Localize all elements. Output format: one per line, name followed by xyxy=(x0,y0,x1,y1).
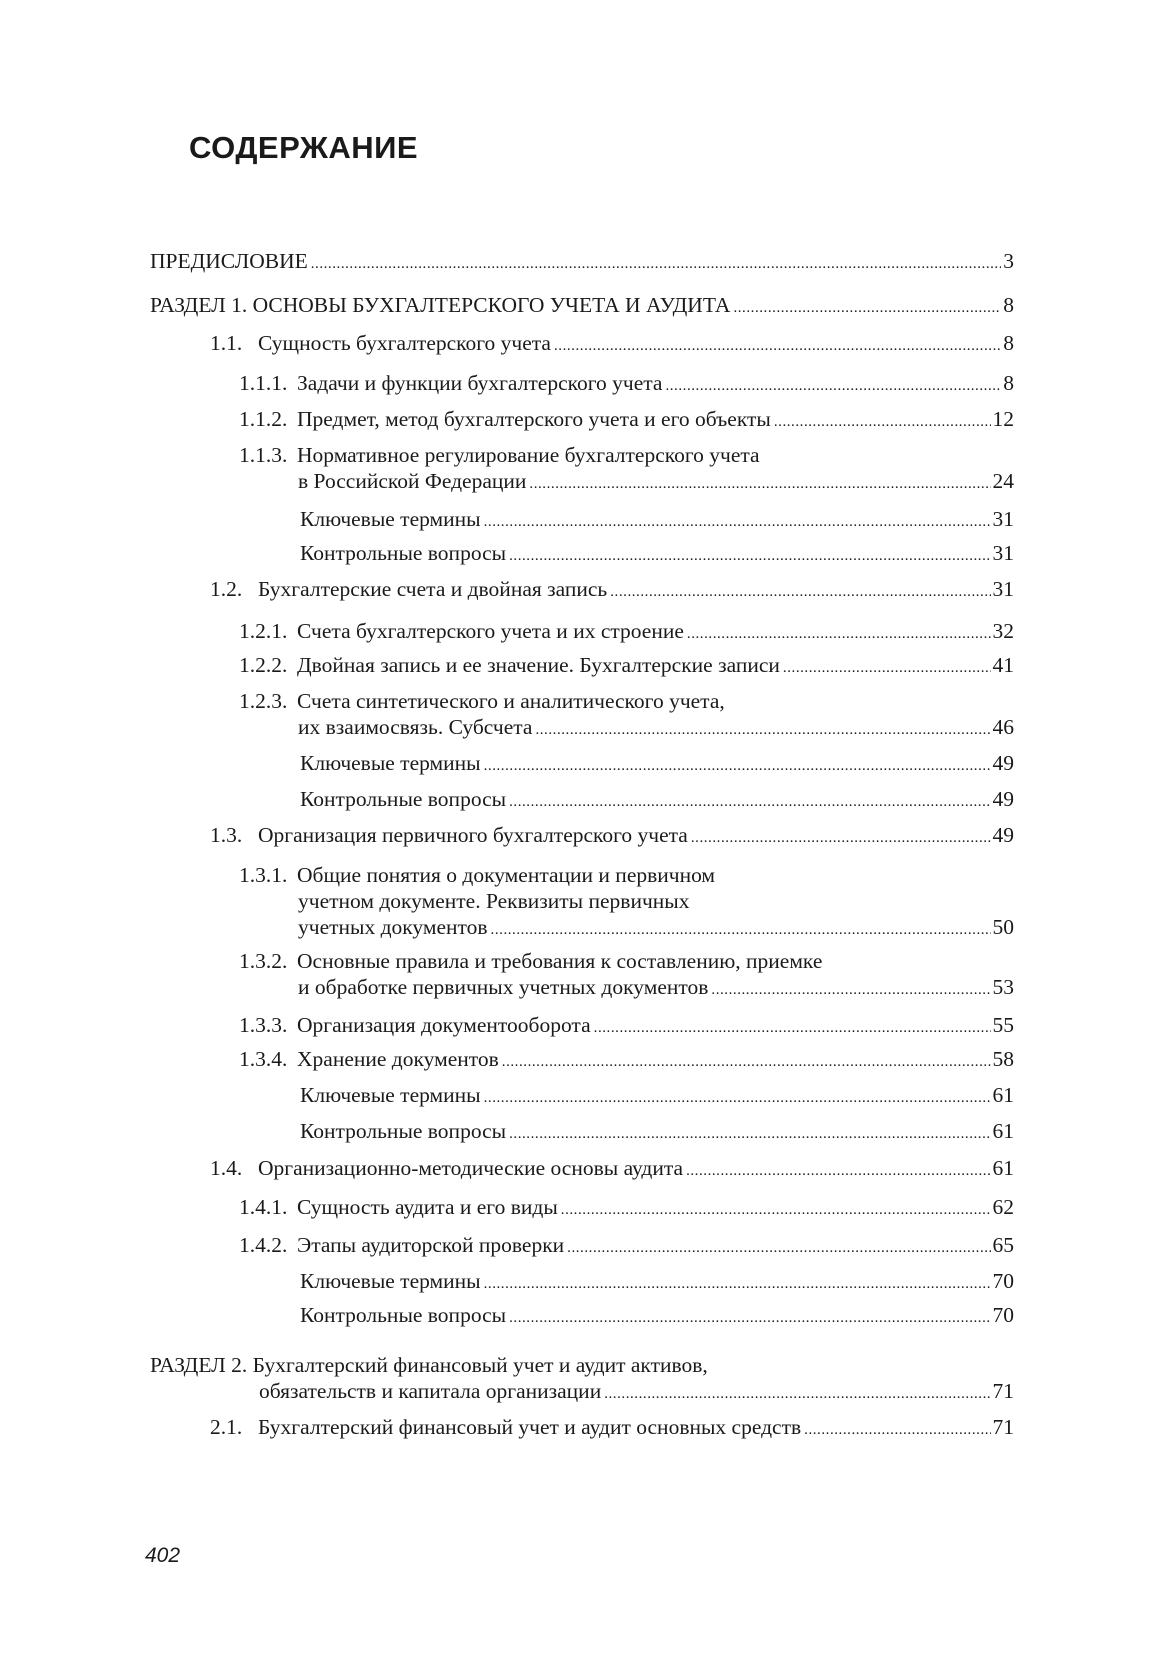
leader-dots xyxy=(535,714,990,743)
leader-dots xyxy=(311,248,1002,277)
toc-entry-number: 1.3.1. xyxy=(239,863,288,887)
toc-entry-page: 12 xyxy=(992,407,1014,431)
toc-entry-title: в Российской Федерации xyxy=(298,469,527,493)
toc-entry-page: 55 xyxy=(992,1013,1014,1037)
toc-entry[interactable] xyxy=(239,1012,1014,1041)
toc-entry[interactable] xyxy=(239,618,1014,647)
toc-entry-page: 31 xyxy=(992,577,1014,601)
leader-dots xyxy=(509,540,990,569)
toc-entry-page: 3 xyxy=(1003,249,1014,273)
leader-dots xyxy=(567,1232,990,1261)
leader-dots xyxy=(687,618,991,647)
toc-entry-title: Контрольные вопросы xyxy=(300,1303,507,1327)
toc-entry[interactable] xyxy=(300,1302,1014,1331)
toc-entry-page: 50 xyxy=(992,915,1014,939)
toc-entry-title: Сущность бухгалтерского учета xyxy=(258,331,551,355)
toc-entry-number: 1.2. xyxy=(210,577,243,601)
toc-entry-number: 1.1.1. xyxy=(239,371,288,395)
toc-entry-page: 8 xyxy=(1003,293,1014,317)
toc-entry-number: 1.1. xyxy=(210,331,243,355)
toc-entry-title: Контрольные вопросы xyxy=(300,541,507,565)
toc-entry-number: 1.3.2. xyxy=(239,949,288,973)
leader-dots xyxy=(774,406,991,435)
toc-entry[interactable] xyxy=(300,750,1014,779)
toc-entry-title: Этапы аудиторской проверки xyxy=(297,1233,565,1257)
toc-entry-title: и обработке первичных учетных документов xyxy=(298,975,709,999)
leader-dots xyxy=(733,292,1001,321)
toc-entry-page: 58 xyxy=(992,1047,1014,1071)
toc-entry-page: 70 xyxy=(992,1269,1014,1293)
toc-entry[interactable] xyxy=(300,1268,1014,1297)
toc-entry-page: 49 xyxy=(992,823,1014,847)
leader-dots xyxy=(594,1012,991,1041)
toc-entry-page: 46 xyxy=(992,715,1014,739)
toc-entry-title: Ключевые термины xyxy=(300,751,481,775)
toc-entry-number: 1.2.2. xyxy=(239,653,288,677)
toc-entry-number: 1.4.2. xyxy=(239,1233,288,1257)
toc-entry-number: 1.2.1. xyxy=(239,619,288,643)
toc-entry-page: 49 xyxy=(992,787,1014,811)
toc-entry-title: РАЗДЕЛ 2. Бухгалтерский финансовый учет и аудит активов, xyxy=(150,1353,708,1377)
toc-entry-page: 71 xyxy=(992,1415,1014,1439)
toc-entry-title: Бухгалтерские счета и двойная запись xyxy=(258,577,608,601)
toc-entry-title: Задачи и функции бухгалтерского учета xyxy=(297,371,663,395)
toc-entry[interactable] xyxy=(239,1194,1014,1223)
toc-entry-number: 2.1. xyxy=(210,1415,243,1439)
leader-dots xyxy=(610,576,990,605)
toc-entry-title: их взаимосвязь. Субсчета xyxy=(298,715,533,739)
toc-entry-title: Ключевые термины xyxy=(300,1269,481,1293)
toc-entry-title: учетных документов xyxy=(298,915,488,939)
toc-entry-title: Контрольные вопросы xyxy=(300,787,507,811)
toc-entry[interactable] xyxy=(239,862,1014,943)
toc-entry-title: Ключевые термины xyxy=(300,1083,481,1107)
leader-dots xyxy=(509,1118,990,1147)
toc-entry-page: 70 xyxy=(992,1303,1014,1327)
toc-entry[interactable] xyxy=(239,1046,1014,1075)
toc-entry-page: 8 xyxy=(1003,331,1014,355)
toc-entry-number: 1.3.4. xyxy=(239,1047,288,1071)
toc-entry-number: 1.4. xyxy=(210,1156,243,1180)
toc-entry-page: 61 xyxy=(992,1119,1014,1143)
leader-dots xyxy=(491,914,991,943)
toc-entry[interactable] xyxy=(239,1232,1014,1261)
toc-entry[interactable] xyxy=(239,406,1014,435)
toc-entry[interactable] xyxy=(210,1414,1014,1443)
toc-entry-number: 1.3. xyxy=(210,823,243,847)
toc-entry-title: Бухгалтерский финансовый учет и аудит основных средств xyxy=(258,1415,802,1439)
toc-entry-title: учетном документе. Реквизиты первичных xyxy=(298,889,690,913)
toc-entry-page: 61 xyxy=(992,1156,1014,1180)
leader-dots xyxy=(783,652,991,681)
toc-entry-page: 24 xyxy=(992,469,1014,493)
leader-dots xyxy=(686,1155,990,1184)
toc-entry-page: 31 xyxy=(992,541,1014,565)
toc-entry-number: 1.3.3. xyxy=(239,1013,288,1037)
toc-entry[interactable] xyxy=(300,1118,1014,1147)
toc-entry[interactable] xyxy=(150,292,1014,321)
leader-dots xyxy=(804,1414,990,1443)
leader-dots xyxy=(484,750,991,779)
toc-entry-title: Сущность аудита и его виды xyxy=(297,1195,558,1219)
toc-entry-title: Счета синтетического и аналитического учета, xyxy=(297,689,725,713)
toc-entry-number: 1.1.2. xyxy=(239,407,288,431)
toc-entry[interactable] xyxy=(239,688,1014,743)
leader-dots xyxy=(484,1268,991,1297)
toc-entry[interactable] xyxy=(150,1352,1014,1407)
toc-entry[interactable] xyxy=(210,330,1014,359)
toc-entry[interactable] xyxy=(239,948,1014,1003)
leader-dots xyxy=(484,1082,991,1111)
toc-entry[interactable] xyxy=(300,786,1014,815)
leader-dots xyxy=(509,786,990,815)
toc-entry-title: Предмет, метод бухгалтерского учета и его объекты xyxy=(297,407,771,431)
toc-entry[interactable] xyxy=(210,576,1014,605)
toc-entry-title: Организация документооборота xyxy=(297,1013,591,1037)
toc-entry-page: 65 xyxy=(992,1233,1014,1257)
toc-entry-title: Контрольные вопросы xyxy=(300,1119,507,1143)
toc-entry-page: 61 xyxy=(992,1083,1014,1107)
leader-dots xyxy=(529,468,990,497)
toc-entry-title: РАЗДЕЛ 1. ОСНОВЫ БУХГАЛТЕРСКОГО УЧЕТА И АУДИТА xyxy=(150,293,731,317)
toc-entry-title: Организация первичного бухгалтерского учета xyxy=(258,823,688,847)
toc-entry[interactable] xyxy=(210,822,1014,851)
leader-dots xyxy=(554,330,1001,359)
toc-entry-title: Хранение документов xyxy=(297,1047,499,1071)
toc-entry-title: Нормативное регулирование бухгалтерского учета xyxy=(297,443,760,467)
toc-entry-title: Ключевые термины xyxy=(300,507,481,531)
toc-entry-page: 71 xyxy=(992,1379,1014,1403)
page-number: 402 xyxy=(145,1544,181,1567)
leader-dots xyxy=(665,370,1001,399)
toc-entry[interactable] xyxy=(239,652,1014,681)
toc-entry[interactable] xyxy=(239,370,1014,399)
leader-dots xyxy=(502,1046,991,1075)
toc-entry-page: 49 xyxy=(992,751,1014,775)
leader-dots xyxy=(484,506,991,535)
toc-entry-page: 32 xyxy=(992,619,1014,643)
toc-entry-title: ПРЕДИСЛОВИЕ xyxy=(150,249,308,273)
toc-entry-page: 41 xyxy=(992,653,1014,677)
toc-entry-title: Счета бухгалтерского учета и их строение xyxy=(297,619,684,643)
leader-dots xyxy=(711,974,990,1003)
toc-entry-page: 62 xyxy=(992,1195,1014,1219)
toc-entry-number: 1.2.3. xyxy=(239,689,288,713)
toc-entry-title: Общие понятия о документации и первичном xyxy=(297,863,716,887)
page-title: СОДЕРЖАНИЕ xyxy=(189,130,419,165)
toc-entry-page: 8 xyxy=(1003,371,1014,395)
toc-entry-title: Двойная запись и ее значение. Бухгалтерские записи xyxy=(297,653,780,677)
leader-dots xyxy=(604,1378,990,1407)
toc-entry-page: 31 xyxy=(992,507,1014,531)
leader-dots xyxy=(509,1302,990,1331)
leader-dots xyxy=(691,822,991,851)
toc-entry-number: 1.4.1. xyxy=(239,1195,288,1219)
toc-entry-page: 53 xyxy=(992,975,1014,999)
toc-entry-title: Основные правила и требования к составлению, приемке xyxy=(297,949,823,973)
toc-entry-title: Организационно-методические основы аудита xyxy=(258,1156,684,1180)
toc-entry[interactable] xyxy=(300,540,1014,569)
toc-entry-number: 1.1.3. xyxy=(239,443,288,467)
toc-entry-title: обязательств и капитала организации xyxy=(259,1379,602,1403)
leader-dots xyxy=(561,1194,991,1223)
toc-entry[interactable] xyxy=(239,442,1014,497)
toc-entry[interactable] xyxy=(150,248,1014,277)
toc-entry[interactable] xyxy=(210,1155,1014,1184)
toc-entry[interactable] xyxy=(300,1082,1014,1111)
toc-entry[interactable] xyxy=(300,506,1014,535)
